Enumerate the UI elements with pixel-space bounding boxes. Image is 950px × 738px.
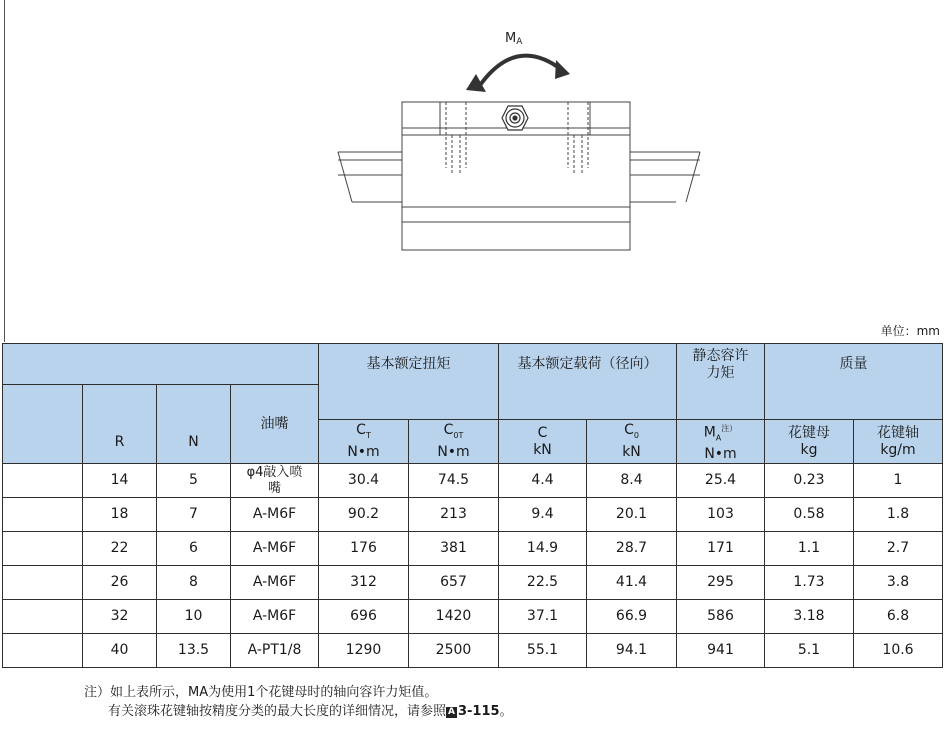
cell-nut-mass: 3.18 — [765, 600, 854, 634]
cell-R: 22 — [83, 532, 157, 566]
cell-nut-mass: 5.1 — [765, 634, 854, 668]
header-CT: $C_T$ N•m — [319, 420, 409, 464]
cell-COT: 381 — [409, 532, 499, 566]
spec-table — [2, 343, 943, 668]
table-row — [3, 498, 943, 532]
header-R: R — [83, 385, 157, 464]
header-basic-torque: 基本额定扭矩 — [319, 344, 499, 420]
cell-MA: 295 — [677, 566, 765, 600]
table-row — [3, 464, 943, 498]
cell-blank — [3, 600, 83, 634]
header-mass: 质量 — [765, 344, 943, 420]
moment-arrow-right-head — [555, 60, 570, 79]
cell-C: 22.5 — [499, 566, 587, 600]
header-CO: $C_0$ kN — [587, 420, 677, 464]
reference-badge: A — [448, 707, 455, 717]
cell-MA: 103 — [677, 498, 765, 532]
header-shaft-mass: 花键轴 kg/m — [854, 420, 943, 464]
cell-nut-mass: 1.1 — [765, 532, 854, 566]
cell-shaft-mass: 3.8 — [854, 566, 943, 600]
cell-nut-mass: 0.23 — [765, 464, 854, 498]
oil-nipple — [502, 106, 528, 130]
cell-C: 4.4 — [499, 464, 587, 498]
cell-N: 7 — [157, 498, 231, 532]
cell-shaft-mass: 6.8 — [854, 600, 943, 634]
cell-nipple: A-PT1/8 — [231, 634, 319, 668]
cell-CT: 176 — [319, 532, 409, 566]
cell-CT: 696 — [319, 600, 409, 634]
cell-nut-mass: 1.73 — [765, 566, 854, 600]
cell-blank — [3, 566, 83, 600]
cell-blank — [3, 498, 83, 532]
unit-label: 单位：mm — [880, 324, 940, 338]
cell-R: 26 — [83, 566, 157, 600]
header-MA: $M_A^{注)}$ N•m — [677, 420, 765, 464]
left-border-line — [4, 0, 5, 342]
header-blank — [3, 344, 319, 385]
cell-nut-mass: 0.58 — [765, 498, 854, 532]
cell-C: 55.1 — [499, 634, 587, 668]
footnote-1: 注）如上表所示，MA为使用1个花键母时的轴向容许力矩值。 — [84, 685, 438, 700]
cell-N: 6 — [157, 532, 231, 566]
cell-MA: 586 — [677, 600, 765, 634]
cell-R: 18 — [83, 498, 157, 532]
cell-N: 10 — [157, 600, 231, 634]
cell-MA: 25.4 — [677, 464, 765, 498]
cell-shaft-mass: 1 — [854, 464, 943, 498]
table-row — [3, 600, 943, 634]
header-C: C kN — [499, 420, 587, 464]
cell-CT: 312 — [319, 566, 409, 600]
header-oil-nipple: 油嘴 — [231, 385, 319, 464]
cell-blank — [3, 532, 83, 566]
cell-COT: 1420 — [409, 600, 499, 634]
cell-N: 13.5 — [157, 634, 231, 668]
cell-shaft-mass: 10.6 — [854, 634, 943, 668]
spline-nut-diagram — [0, 0, 950, 300]
header-blank-left — [3, 385, 83, 464]
header-COT: $C_{0T}$ N•m — [409, 420, 499, 464]
cell-CO: 20.1 — [587, 498, 677, 532]
cell-COT: 2500 — [409, 634, 499, 668]
header-nut-mass: 花键母 kg — [765, 420, 854, 464]
cell-COT: 213 — [409, 498, 499, 532]
cell-R: 14 — [83, 464, 157, 498]
table-row — [3, 634, 943, 668]
cell-C: 37.1 — [499, 600, 587, 634]
cell-nipple: A-M6F — [231, 566, 319, 600]
cell-MA: 941 — [677, 634, 765, 668]
cell-blank — [3, 634, 83, 668]
cell-R: 40 — [83, 634, 157, 668]
cell-C: 14.9 — [499, 532, 587, 566]
cell-CO: 66.9 — [587, 600, 677, 634]
reference-link[interactable]: 3-115 — [457, 704, 500, 719]
header-static-moment: 静态容许力矩 — [677, 344, 765, 420]
cell-CO: 8.4 — [587, 464, 677, 498]
footnotes — [84, 683, 513, 721]
cell-MA: 171 — [677, 532, 765, 566]
cell-nipple: A-M6F — [231, 532, 319, 566]
table-row — [3, 566, 943, 600]
cell-nipple: A-M6F — [231, 498, 319, 532]
cell-blank — [3, 464, 83, 498]
cell-CT: 30.4 — [319, 464, 409, 498]
cell-C: 9.4 — [499, 498, 587, 532]
cell-CT: 1290 — [319, 634, 409, 668]
cell-N: 5 — [157, 464, 231, 498]
cell-CO: 41.4 — [587, 566, 677, 600]
cell-CT: 90.2 — [319, 498, 409, 532]
cell-shaft-mass: 1.8 — [854, 498, 943, 532]
moment-arc-arrow — [478, 56, 562, 88]
header-N: N — [157, 385, 231, 464]
cell-nipple: φ4敲入喷嘴 — [231, 464, 319, 498]
cell-R: 32 — [83, 600, 157, 634]
cell-CO: 28.7 — [587, 532, 677, 566]
cell-COT: 657 — [409, 566, 499, 600]
moment-label: MA — [505, 31, 523, 47]
footnote-2: 有关滚珠花键轴按精度分类的最大长度的详细情况，请参照 A 3-115。 — [108, 704, 513, 719]
cell-shaft-mass: 2.7 — [854, 532, 943, 566]
cell-nipple: A-M6F — [231, 600, 319, 634]
cell-CO: 94.1 — [587, 634, 677, 668]
table-row — [3, 532, 943, 566]
cell-N: 8 — [157, 566, 231, 600]
cell-COT: 74.5 — [409, 464, 499, 498]
header-basic-load: 基本额定载荷（径向） — [499, 344, 677, 420]
